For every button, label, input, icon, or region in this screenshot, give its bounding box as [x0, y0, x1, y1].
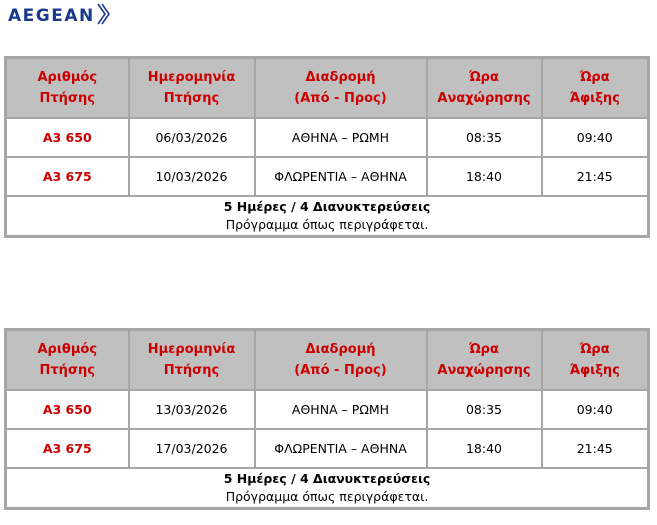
flight-number-cell: A3 675: [6, 429, 129, 468]
chevron-right-logo-icon: [97, 3, 111, 29]
header-arrival: Ώρα Άφιξης: [542, 58, 649, 119]
table-row: [6, 118, 649, 157]
summary-cell: [6, 468, 649, 509]
flight-date-cell: 10/03/2026: [129, 157, 255, 196]
route-cell: ΑΘΗΝΑ – ΡΩΜΗ: [255, 390, 427, 429]
flight-number-cell: A3 675: [6, 157, 129, 196]
header-route: Διαδρομή (Από - Προς): [255, 330, 427, 391]
departure-cell: 08:35: [427, 118, 542, 157]
arrival-cell: 09:40: [542, 390, 649, 429]
header-arrival: Ώρα Άφιξης: [542, 330, 649, 391]
departure-cell: 18:40: [427, 429, 542, 468]
flight-date-cell: 06/03/2026: [129, 118, 255, 157]
aegean-logo: [8, 3, 111, 29]
route-cell: ΦΛΩΡΕΝΤΙΑ – ΑΘΗΝΑ: [255, 429, 427, 468]
arrival-cell: 21:45: [542, 157, 649, 196]
summary-cell: [6, 196, 649, 237]
header-row: [6, 58, 649, 119]
flight-date-cell: 17/03/2026: [129, 429, 255, 468]
arrival-cell: 09:40: [542, 118, 649, 157]
header-row: [6, 330, 649, 391]
header-departure: Ώρα Αναχώρησης: [427, 330, 542, 391]
route-cell: ΑΘΗΝΑ – ΡΩΜΗ: [255, 118, 427, 157]
flight-number-cell: A3 650: [6, 118, 129, 157]
header-flight-date: Ημερομηνία Πτήσης: [129, 330, 255, 391]
summary-row: [6, 196, 649, 237]
table-row: [6, 429, 649, 468]
arrival-cell: 21:45: [542, 429, 649, 468]
departure-cell: 18:40: [427, 157, 542, 196]
header-departure: Ώρα Αναχώρησης: [427, 58, 542, 119]
header-flight-number: Αριθμός Πτήσης: [6, 330, 129, 391]
flight-schedule-table-1: [4, 56, 650, 238]
summary-text: Πρόγραμμα όπως περιγράφεται.: [225, 217, 429, 232]
flight-date-cell: 13/03/2026: [129, 390, 255, 429]
departure-cell: 08:35: [427, 390, 542, 429]
table-row: [6, 157, 649, 196]
header-route: Διαδρομή (Από - Προς): [255, 58, 427, 119]
logo-wordmark: AEGEAN: [8, 6, 95, 26]
summary-row: [6, 468, 649, 509]
summary-text: Πρόγραμμα όπως περιγράφεται.: [225, 489, 429, 504]
route-cell: ΦΛΩΡΕΝΤΙΑ – ΑΘΗΝΑ: [255, 157, 427, 196]
header-flight-number: Αριθμός Πτήσης: [6, 58, 129, 119]
flight-number-cell: A3 650: [6, 390, 129, 429]
table-row: [6, 390, 649, 429]
flight-schedule-table-2: [4, 328, 650, 510]
header-flight-date: Ημερομηνία Πτήσης: [129, 58, 255, 119]
summary-title: 5 Ημέρες / 4 Διανυκτερεύσεις: [223, 471, 431, 486]
summary-title: 5 Ημέρες / 4 Διανυκτερεύσεις: [223, 199, 431, 214]
